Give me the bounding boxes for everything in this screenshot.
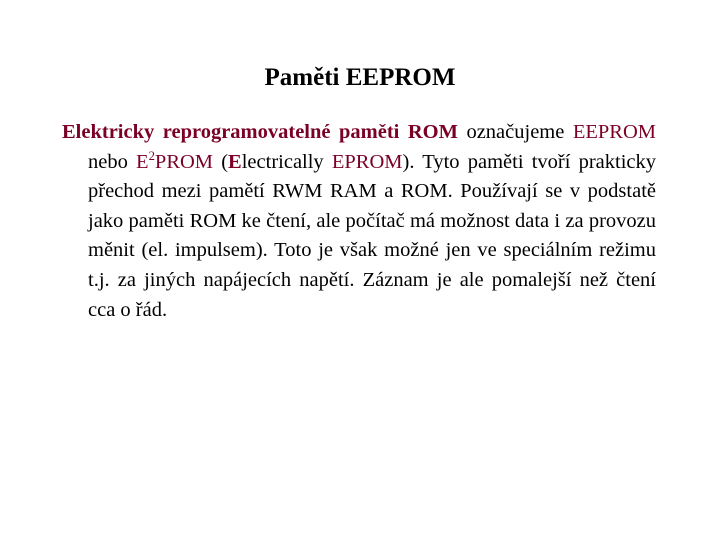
text-run: ( — [213, 150, 229, 173]
highlighted-term: Elektricky reprogramovatelné paměti ROM — [62, 121, 458, 143]
text-run: nebo — [88, 150, 137, 173]
page-title: Paměti EEPROM — [264, 64, 456, 91]
eeprom-term: EEPROM — [572, 121, 656, 143]
text-run: označujeme — [457, 121, 573, 143]
body-paragraph — [62, 118, 656, 325]
superscript-two: 2 — [148, 148, 155, 163]
e-letter: E — [136, 150, 149, 173]
text-run: lectrically — [241, 150, 332, 173]
text-run: ). Tyto paměti tvoří prakticky přechod mezi pamětí RWM RAM a ROM. Používají se v podstatě jako paměti ROM ke čtení, ale počítač má možnost data i za provozu měnit (el. impulsem). Toto je však možné jen ve speciálním režimu t.j. za jiných napájecích napětí. Záznam je ale pomalejší než čtení cca o řád. — [88, 150, 657, 321]
electrically-initial: E — [228, 150, 242, 173]
eprom-term: EPROM — [331, 150, 403, 173]
prom-term: PROM — [154, 150, 214, 173]
